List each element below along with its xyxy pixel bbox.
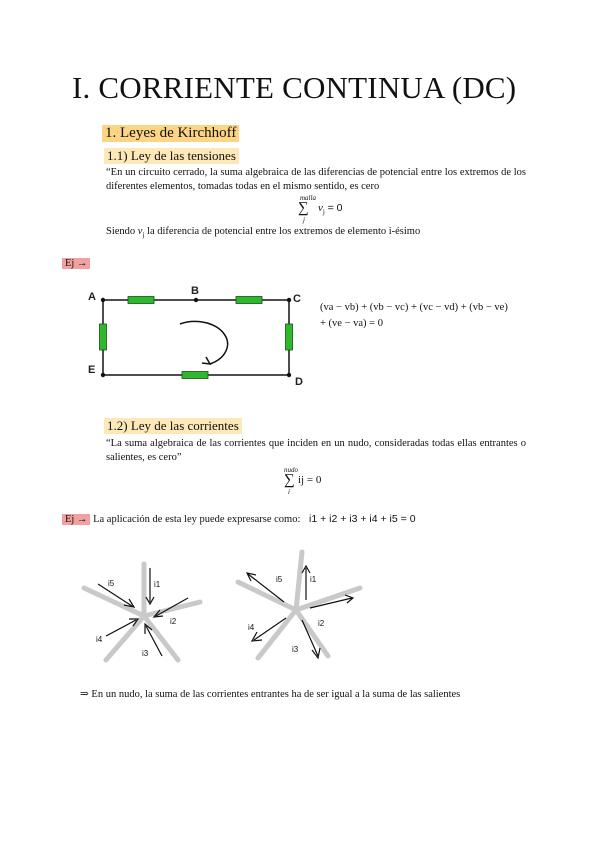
sum-upper-limit: malla — [300, 194, 316, 202]
current-label-i1: i1 — [310, 575, 317, 584]
subsection-heading-tensiones: 1.1) Ley de las tensiones — [104, 148, 239, 164]
node-label-b: B — [191, 285, 199, 297]
section-heading: 1. Leyes de Kirchhoff — [102, 125, 239, 142]
kvl-equation-line-2: + (ve − va) = 0 — [320, 318, 383, 329]
quote-tensiones: “En un circuito cerrado, la suma algebraica de las diferencias de potencial entre los extremos de los diferentes elementos, tomadas todas en el mismo sentido, es cero — [106, 167, 526, 192]
current-label-i2: i2 — [318, 619, 325, 628]
resistor-ab — [128, 297, 154, 304]
resistor-ea — [100, 324, 107, 350]
example-2-text: La aplicación de esta ley puede expresarse como: — [93, 514, 301, 525]
node-d-dot — [287, 373, 291, 377]
node-label-c: C — [293, 293, 301, 305]
kcl-expression: i1 + i2 + i3 + i4 + i5 = 0 — [309, 513, 416, 525]
node-label-a: A — [88, 291, 96, 303]
sum-formula-corrientes — [282, 466, 362, 496]
resistor-cd — [286, 324, 293, 350]
example-2-line — [62, 513, 416, 525]
sum-lower-index: i — [288, 488, 290, 496]
sigma-symbol: ∑ — [284, 472, 295, 488]
kvl-equation-line-1: (va − vb) + (vb − vc) + (vc − vd) + (vb − ve) — [320, 302, 508, 313]
resistor-bc — [236, 297, 262, 304]
sum-expression: $v_j = 0$ — [318, 202, 343, 217]
quote-corrientes: “La suma algebraica de las corrientes que inciden en un nudo, consideradas todas ellas entrantes o salientes, es cero” — [106, 438, 526, 463]
current-label-i4: i4 — [248, 623, 255, 632]
circuit-loop — [103, 300, 289, 375]
subsection-heading-corrientes: 1.2) Ley de las corrientes — [104, 418, 242, 434]
resistor-de — [182, 372, 208, 379]
circuit-diagram — [80, 284, 305, 389]
loop-direction-arc — [180, 321, 228, 364]
node-a-dot — [101, 298, 105, 302]
node-c-dot — [287, 298, 291, 302]
node-diagram-1 — [80, 560, 205, 665]
sum-expression: ij = 0 — [298, 474, 322, 486]
current-label-i1: i1 — [154, 580, 161, 589]
node-diagram-2 — [232, 548, 367, 663]
node-b-dot — [194, 298, 198, 302]
sum-upper-limit: nudo — [284, 466, 298, 474]
page-title: I. CORRIENTE CONTINUA (DC) — [72, 70, 517, 105]
sum-lower-index: j — [303, 216, 305, 224]
definition-line: Siendo $v_j$ la diferencia de potencial entre los extremos de elemento i-ésimo — [106, 226, 421, 240]
sum-formula-tensiones — [294, 194, 374, 224]
sigma-symbol: ∑ — [298, 200, 309, 216]
current-label-i2: i2 — [170, 617, 177, 626]
example-label-2: Ej → — [62, 514, 90, 525]
conclusion-line: ⇒ En un nudo, la suma de las corrientes entrantes ha de ser igual a la suma de las salientes — [80, 689, 461, 700]
current-label-i3: i3 — [142, 649, 149, 658]
loop-arrowhead-icon — [202, 357, 210, 364]
node-label-e: E — [88, 364, 96, 376]
node-label-d: D — [295, 376, 303, 388]
current-label-i3: i3 — [292, 645, 299, 654]
current-label-i4: i4 — [96, 635, 103, 644]
example-label-1: Ej → — [62, 258, 90, 269]
current-label-i5: i5 — [276, 575, 283, 584]
current-label-i5: i5 — [108, 579, 115, 588]
node-e-dot — [101, 373, 105, 377]
